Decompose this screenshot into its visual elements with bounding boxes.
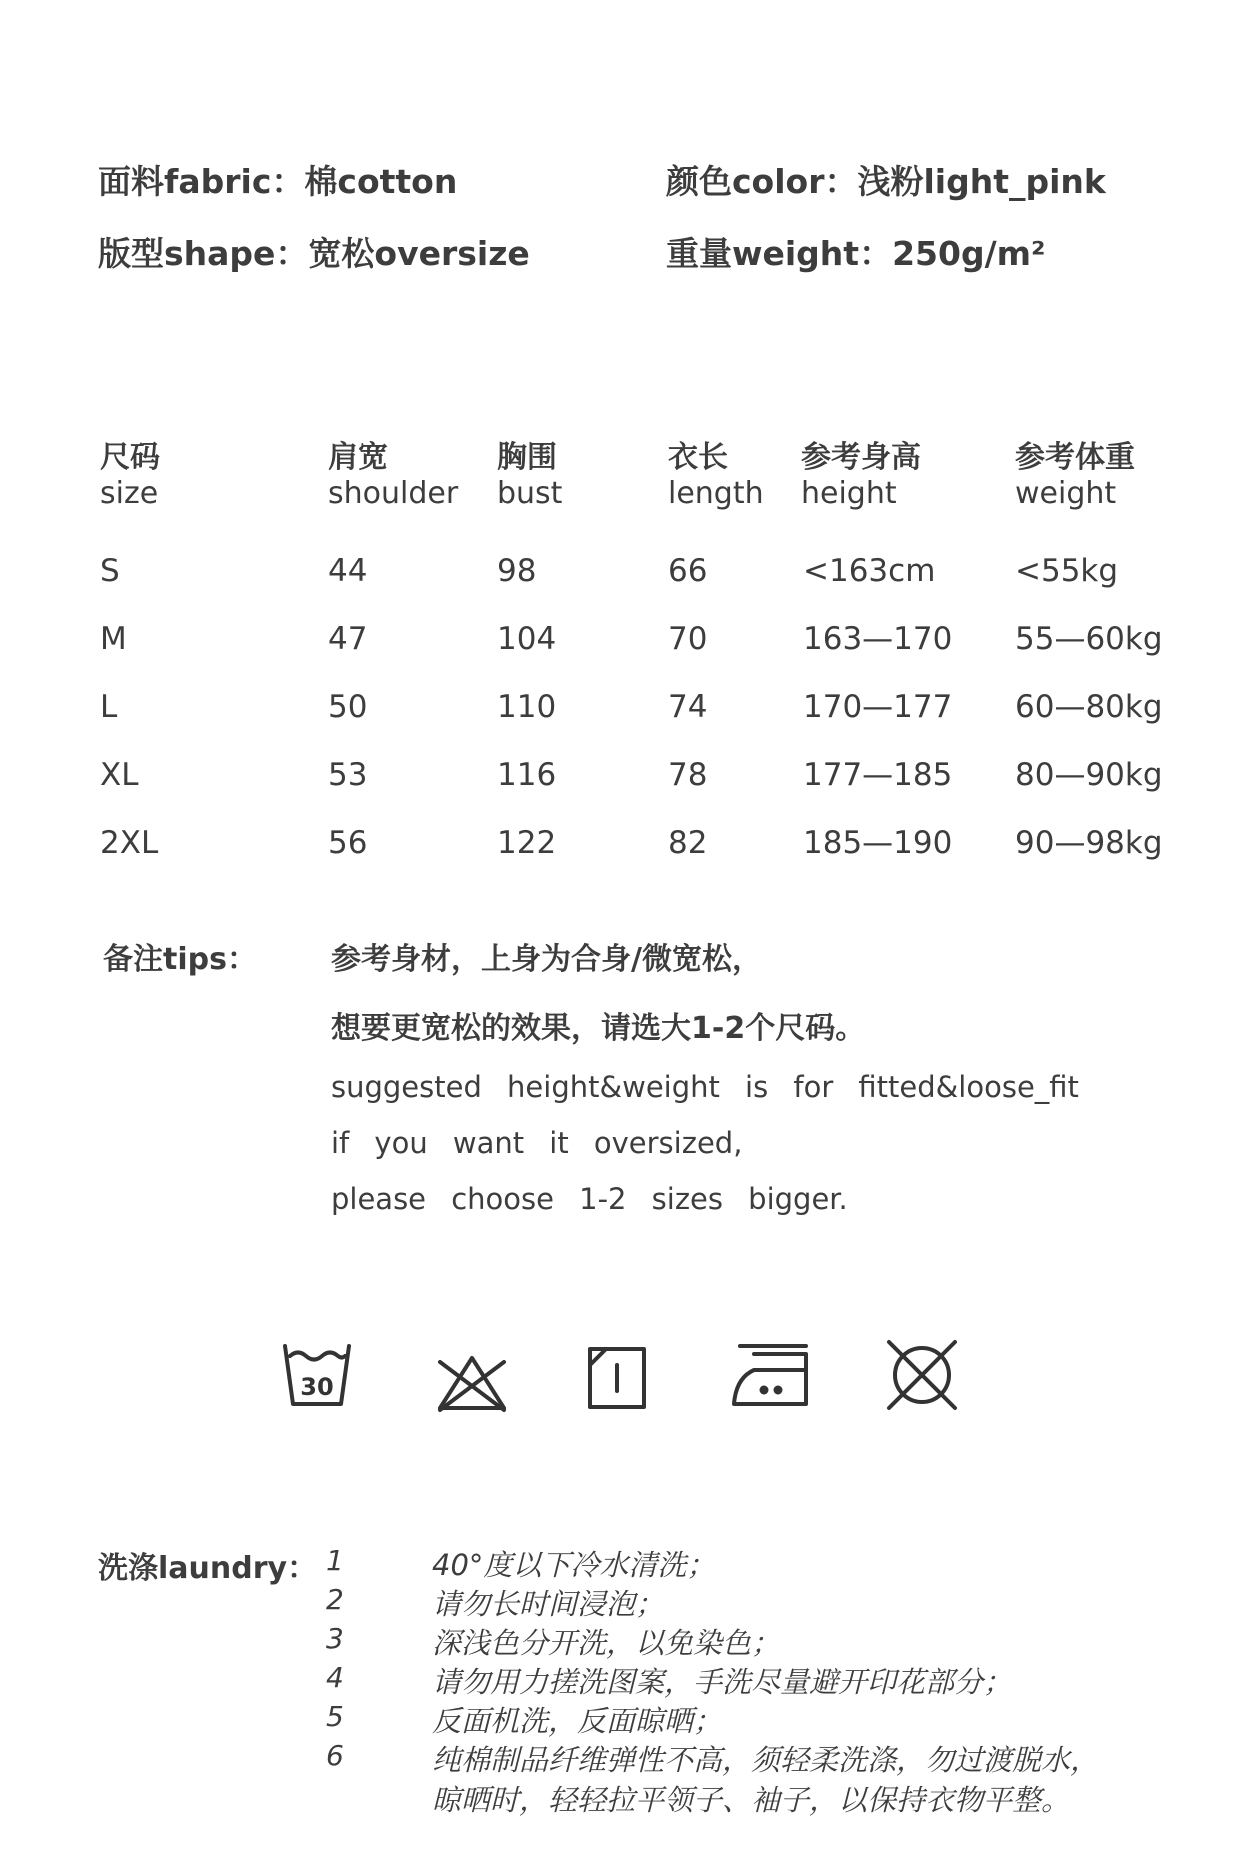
table-cell: 116 <box>497 757 557 793</box>
table-cell: 60—80kg <box>1015 689 1163 725</box>
table-cell: 78 <box>668 757 708 793</box>
laundry-item-number: 1 <box>326 1544 344 1577</box>
table-cell: 80—90kg <box>1015 757 1163 793</box>
laundry-item-text: 反面机洗，反面晾晒； <box>432 1704 723 1738</box>
wash-30-icon <box>282 1342 352 1410</box>
header-en: bust <box>497 476 563 511</box>
header-en: size <box>100 476 159 511</box>
spec-weight: 重量weight：250g/m² <box>666 234 1046 273</box>
header-cn: 参考身高 <box>801 440 921 475</box>
tips-line: 参考身材，上身为合身/微宽松， <box>331 942 762 977</box>
spec-fabric: 面料fabric：棉cotton <box>98 162 458 201</box>
table-cell: 82 <box>668 825 708 861</box>
table-cell: 74 <box>668 689 708 725</box>
spec-color: 颜色color：浅粉light_pink <box>666 162 1106 201</box>
table-cell: M <box>100 621 127 657</box>
tips-line: please choose 1-2 sizes bigger. <box>331 1182 848 1216</box>
table-cell: 90—98kg <box>1015 825 1163 861</box>
table-cell: 66 <box>668 553 708 589</box>
laundry-item-text: 40°度以下冷水清洗； <box>432 1548 716 1582</box>
table-cell: S <box>100 553 120 589</box>
size-table-header <box>801 432 921 511</box>
header-cn: 肩宽 <box>328 440 388 475</box>
header-en: height <box>801 476 897 511</box>
header-cn: 胸围 <box>497 440 557 475</box>
header-en: length <box>668 476 764 511</box>
header-en: shoulder <box>328 476 459 511</box>
laundry-label: 洗涤laundry： <box>98 1551 318 1586</box>
laundry-item-text: 晾晒时，轻轻拉平领子、袖子，以保持衣物平整。 <box>432 1783 1071 1817</box>
table-cell: XL <box>100 757 139 793</box>
table-cell: 53 <box>328 757 368 793</box>
table-cell: 122 <box>497 825 557 861</box>
laundry-item-number: 3 <box>326 1622 344 1655</box>
drip-dry-icon <box>586 1345 648 1411</box>
table-cell: 110 <box>497 689 557 725</box>
table-cell: 104 <box>497 621 557 657</box>
header-cn: 尺码 <box>100 440 160 475</box>
table-cell: 177—185 <box>803 757 953 793</box>
laundry-item-text: 纯棉制品纤维弹性不高，须轻柔洗涤，勿过渡脱水， <box>432 1743 1100 1777</box>
laundry-item-text: 请勿用力搓洗图案，手洗尽量避开印花部分； <box>432 1665 1013 1699</box>
laundry-item-number: 2 <box>326 1583 344 1616</box>
laundry-item-number: 4 <box>326 1661 344 1694</box>
table-cell: 47 <box>328 621 368 657</box>
table-cell: 56 <box>328 825 368 861</box>
do-not-bleach-icon <box>434 1352 510 1414</box>
table-cell: 50 <box>328 689 368 725</box>
laundry-item-number: 5 <box>326 1700 344 1733</box>
header-cn: 参考体重 <box>1015 440 1135 475</box>
table-cell: 185—190 <box>803 825 953 861</box>
iron-medium-icon <box>728 1342 812 1410</box>
header-en: weight <box>1015 476 1117 511</box>
size-table-header <box>668 432 764 511</box>
table-cell: <163cm <box>803 553 936 589</box>
size-table-header <box>1015 432 1135 511</box>
table-cell: 44 <box>328 553 368 589</box>
wash-temperature-label: 30 <box>300 1373 334 1401</box>
table-cell: 163—170 <box>803 621 953 657</box>
tips-line: if you want it oversized, <box>331 1126 743 1160</box>
size-table-header <box>328 432 458 511</box>
size-table-header <box>497 432 562 511</box>
table-cell: 98 <box>497 553 537 589</box>
laundry-item-text: 请勿长时间浸泡； <box>432 1587 665 1621</box>
table-cell: 2XL <box>100 825 159 861</box>
tips-line: suggested height&weight is for fitted&loose_fit <box>331 1070 1079 1104</box>
tips-line: 想要更宽松的效果，请选大1-2个尺码。 <box>331 1011 866 1046</box>
table-cell: 70 <box>668 621 708 657</box>
size-table-header <box>100 432 160 511</box>
table-cell: 170—177 <box>803 689 953 725</box>
table-cell: <55kg <box>1015 553 1119 589</box>
tips-label: 备注tips： <box>103 942 257 977</box>
table-cell: 55—60kg <box>1015 621 1163 657</box>
spec-shape: 版型shape：宽松oversize <box>98 234 530 273</box>
table-cell: L <box>100 689 118 725</box>
laundry-item-text: 深浅色分开洗，以免染色； <box>432 1626 781 1660</box>
header-cn: 衣长 <box>668 440 728 475</box>
do-not-tumble-dry-icon <box>883 1336 961 1414</box>
laundry-item-number: 6 <box>326 1739 344 1772</box>
